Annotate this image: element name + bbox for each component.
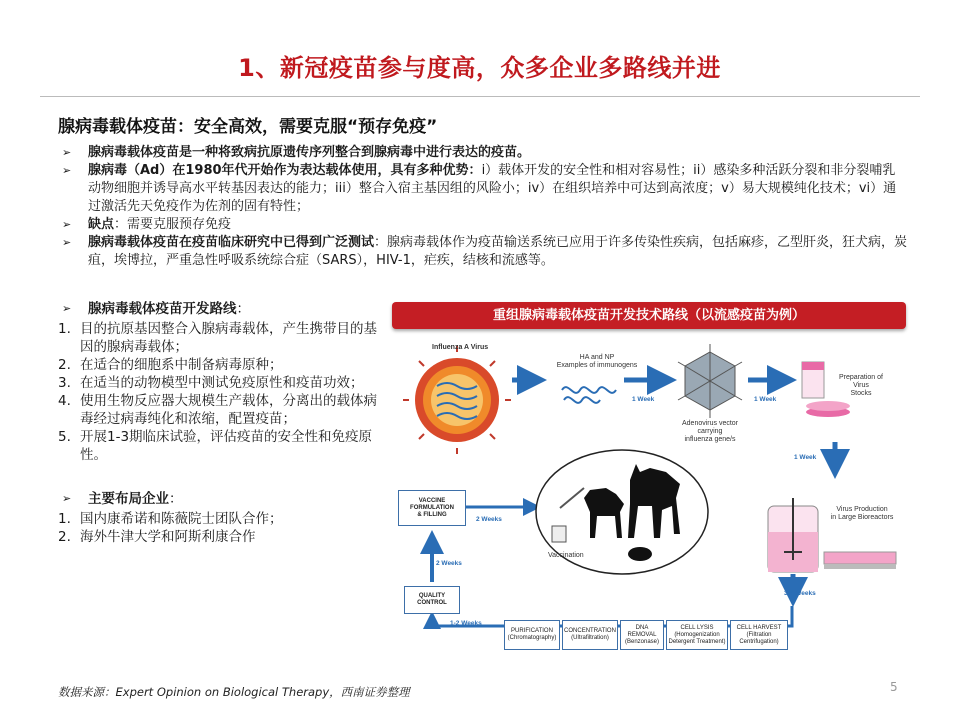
- bullet-bold-text: 腺病毒（Ad）在1980年代开始作为表达载体使用，具有多种优势：: [88, 163, 482, 178]
- immunogen-label: HA and NP Examples of immunogens: [556, 354, 638, 369]
- virus-production-label: Virus Production in Large Bioreactors: [830, 506, 894, 521]
- virus-stocks-label: Preparation of Virus Stocks: [839, 374, 883, 397]
- bullet-text: i）载体开发的安全性和相对容易性；ii）感染多种活跃分裂和非分裂哺乳动物细胞并诱导高水平转基因表达的能力；iii）整合入宿主基因组的风险小；iv）在组织培养中可达到高浓度；v）易大规模纯化技术；vi）通过激活先天免疫作为佐剂的固有特性；: [88, 163, 897, 214]
- vaccination-label: Vaccination: [548, 552, 584, 559]
- vaccine-process-diagram: [392, 302, 906, 654]
- bullet-bold-text: 缺点: [88, 217, 115, 232]
- cell-lysis-box: CELL LYSIS (Homogenization Detergent Treatment): [666, 620, 728, 650]
- week-label: 1 Week: [754, 396, 777, 403]
- adenovirus-icon: [678, 344, 742, 418]
- dna-removal-box: DNA REMOVAL (Benzonase): [620, 620, 664, 650]
- cell-harvest-box: CELL HARVEST (Filtration Centrifugation): [730, 620, 788, 650]
- week-label: 2 Weeks: [436, 560, 462, 567]
- arrow-bullet-icon: ➢: [62, 218, 72, 231]
- influenza-label: Influenza A Virus: [432, 344, 489, 351]
- concentration-box: CONCENTRATION (Ultrafiltration): [562, 620, 618, 650]
- week-label: 2 Weeks: [476, 516, 502, 523]
- immunogen-coil-icon: [562, 387, 616, 403]
- bullet-item: [58, 216, 908, 234]
- arrow-bullet-icon: ➢: [62, 146, 72, 159]
- week-label: 1-2 Weeks: [450, 620, 482, 627]
- purification-box: PURIFICATION (Chromatography): [504, 620, 560, 650]
- route-step: 1. 目的抗原基因整合入腺病毒载体，产生携带目的基因的腺病毒载体；: [58, 321, 377, 355]
- company-item: 1. 国内康希诺和陈薇院士团队合作；: [58, 511, 283, 527]
- companies-heading: ➢ 主要布局企业：: [62, 491, 183, 507]
- page-number: 5: [890, 680, 898, 694]
- section-subtitle: 腺病毒载体疫苗：安全高效，需要克服“预存免疫”: [58, 117, 438, 137]
- vaccine-formulation-box: VACCINE FORMULATION & FILLING: [398, 490, 466, 526]
- bullet-item: [58, 234, 908, 270]
- bullet-list: [58, 144, 908, 270]
- bullet-item: [58, 162, 908, 216]
- title-divider: [40, 96, 920, 97]
- route-step: 4. 使用生物反应器大规模生产载体，分离出的载体病毒经过病毒纯化和浓缩，配置疫苗；: [58, 393, 377, 427]
- development-route-column: [58, 300, 378, 546]
- bullet-text: ：腺病毒载体作为疫苗输送系统已应用于许多传染性疾病，包括麻疹，乙型肝炎，狂犬病，炭疽，埃博拉，严重急性呼吸系统综合症（SARS），HIV-1，疟疾，结核和流感等。: [88, 235, 908, 268]
- arrow-bullet-icon: ➢: [62, 236, 72, 249]
- week-label: 3-4 Weeks: [784, 590, 816, 597]
- week-label: 1 Week: [794, 454, 817, 461]
- diagram-banner: 重组腺病毒载体疫苗开发技术路线（以流感疫苗为例）: [392, 302, 906, 329]
- influenza-virus-icon: [403, 346, 511, 454]
- company-item: 2. 海外牛津大学和阿斯利康合作: [58, 529, 256, 545]
- arrow-bullet-icon: ➢: [62, 492, 72, 505]
- adenovirus-label: Adenovirus vector carrying influenza gene/s: [681, 420, 739, 443]
- week-label: 1 Week: [632, 396, 655, 403]
- arrow-bullet-icon: ➢: [62, 164, 72, 177]
- route-heading: ➢ 腺病毒载体疫苗开发路线：: [62, 301, 250, 317]
- route-step: 3. 在适当的动物模型中测试免疫原性和疫苗功效；: [58, 375, 364, 391]
- bullet-text: ：需要克服预存免疫: [114, 217, 232, 232]
- bullet-item: [58, 144, 908, 162]
- page-title: 1、新冠疫苗参与度高，众多企业多路线并进: [238, 54, 721, 82]
- bullet-text: 腺病毒载体疫苗是一种将致病抗原遗传序列整合到腺病毒中进行表达的疫苗。: [88, 145, 531, 160]
- quality-control-box: QUALITY CONTROL: [404, 586, 460, 614]
- arrow-bullet-icon: ➢: [62, 302, 72, 315]
- data-source-note: 数据来源：Expert Opinion on Biological Therapy，西南证券整理: [58, 685, 410, 699]
- route-step: 5. 开展1-3期临床试验，评估疫苗的安全性和免疫原性。: [58, 429, 373, 463]
- route-step: 2. 在适合的细胞系中制备病毒原种；: [58, 357, 283, 373]
- bullet-bold-text: 腺病毒载体疫苗在疫苗临床研究中已得到广泛测试: [88, 235, 375, 250]
